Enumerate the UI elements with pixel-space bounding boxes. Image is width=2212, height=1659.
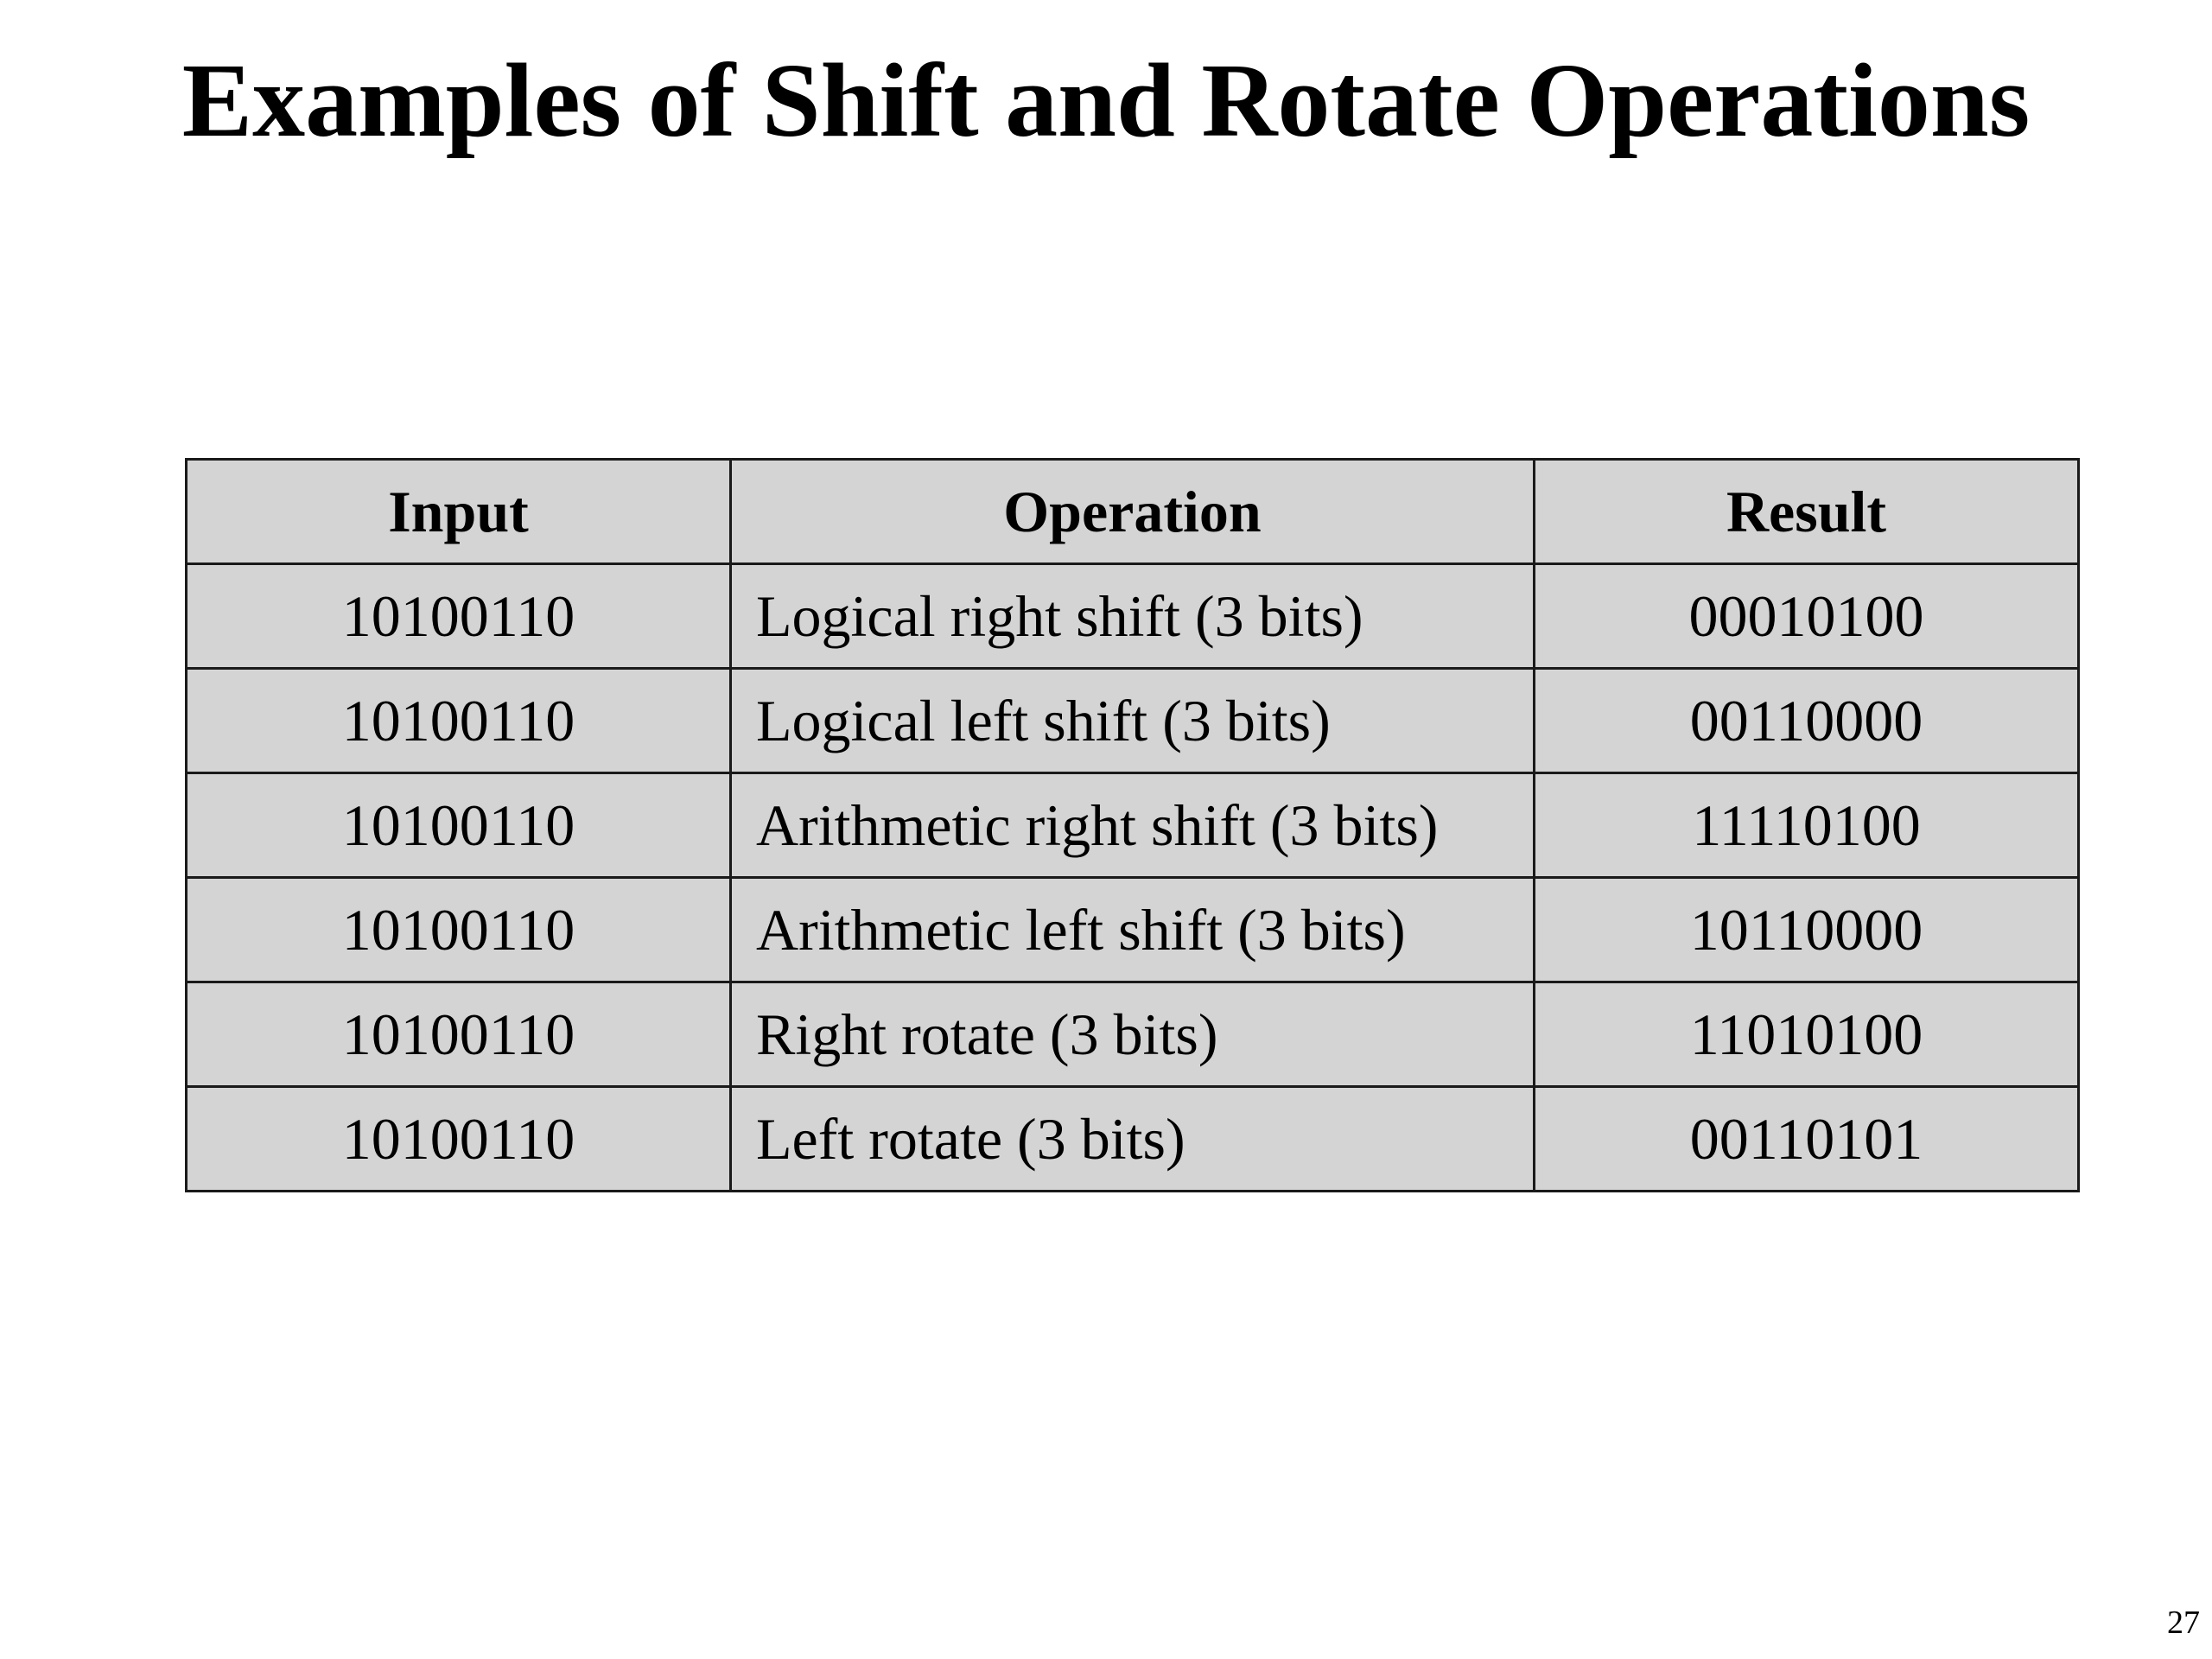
input-cell: 10100110	[187, 1087, 731, 1192]
result-cell: 11010100	[1535, 982, 2079, 1087]
input-cell: 10100110	[187, 982, 731, 1087]
input-cell: 10100110	[187, 878, 731, 982]
table-header-row	[187, 460, 2079, 564]
page-number: 27	[2167, 1605, 2200, 1641]
slide-title: Examples of Shift and Rotate Operations	[181, 42, 2031, 159]
result-cell: 00110000	[1535, 669, 2079, 773]
header-input: Input	[187, 460, 731, 564]
operation-cell: Logical left shift (3 bits)	[731, 669, 1535, 773]
header-result: Result	[1535, 460, 2079, 564]
result-cell: 00010100	[1535, 564, 2079, 669]
operation-cell: Arithmetic left shift (3 bits)	[731, 878, 1535, 982]
table-row	[187, 982, 2079, 1087]
input-cell: 10100110	[187, 773, 731, 878]
table-row	[187, 878, 2079, 982]
table-row	[187, 1087, 2079, 1192]
result-cell: 10110000	[1535, 878, 2079, 982]
operation-cell: Arithmetic right shift (3 bits)	[731, 773, 1535, 878]
result-cell: 00110101	[1535, 1087, 2079, 1192]
input-cell: 10100110	[187, 564, 731, 669]
operation-cell: Logical right shift (3 bits)	[731, 564, 1535, 669]
input-cell: 10100110	[187, 669, 731, 773]
table-row	[187, 564, 2079, 669]
result-cell: 11110100	[1535, 773, 2079, 878]
operation-cell: Right rotate (3 bits)	[731, 982, 1535, 1087]
table-row	[187, 669, 2079, 773]
operation-cell: Left rotate (3 bits)	[731, 1087, 1535, 1192]
header-operation: Operation	[731, 460, 1535, 564]
shift-rotate-table	[185, 458, 2080, 1192]
table-row	[187, 773, 2079, 878]
